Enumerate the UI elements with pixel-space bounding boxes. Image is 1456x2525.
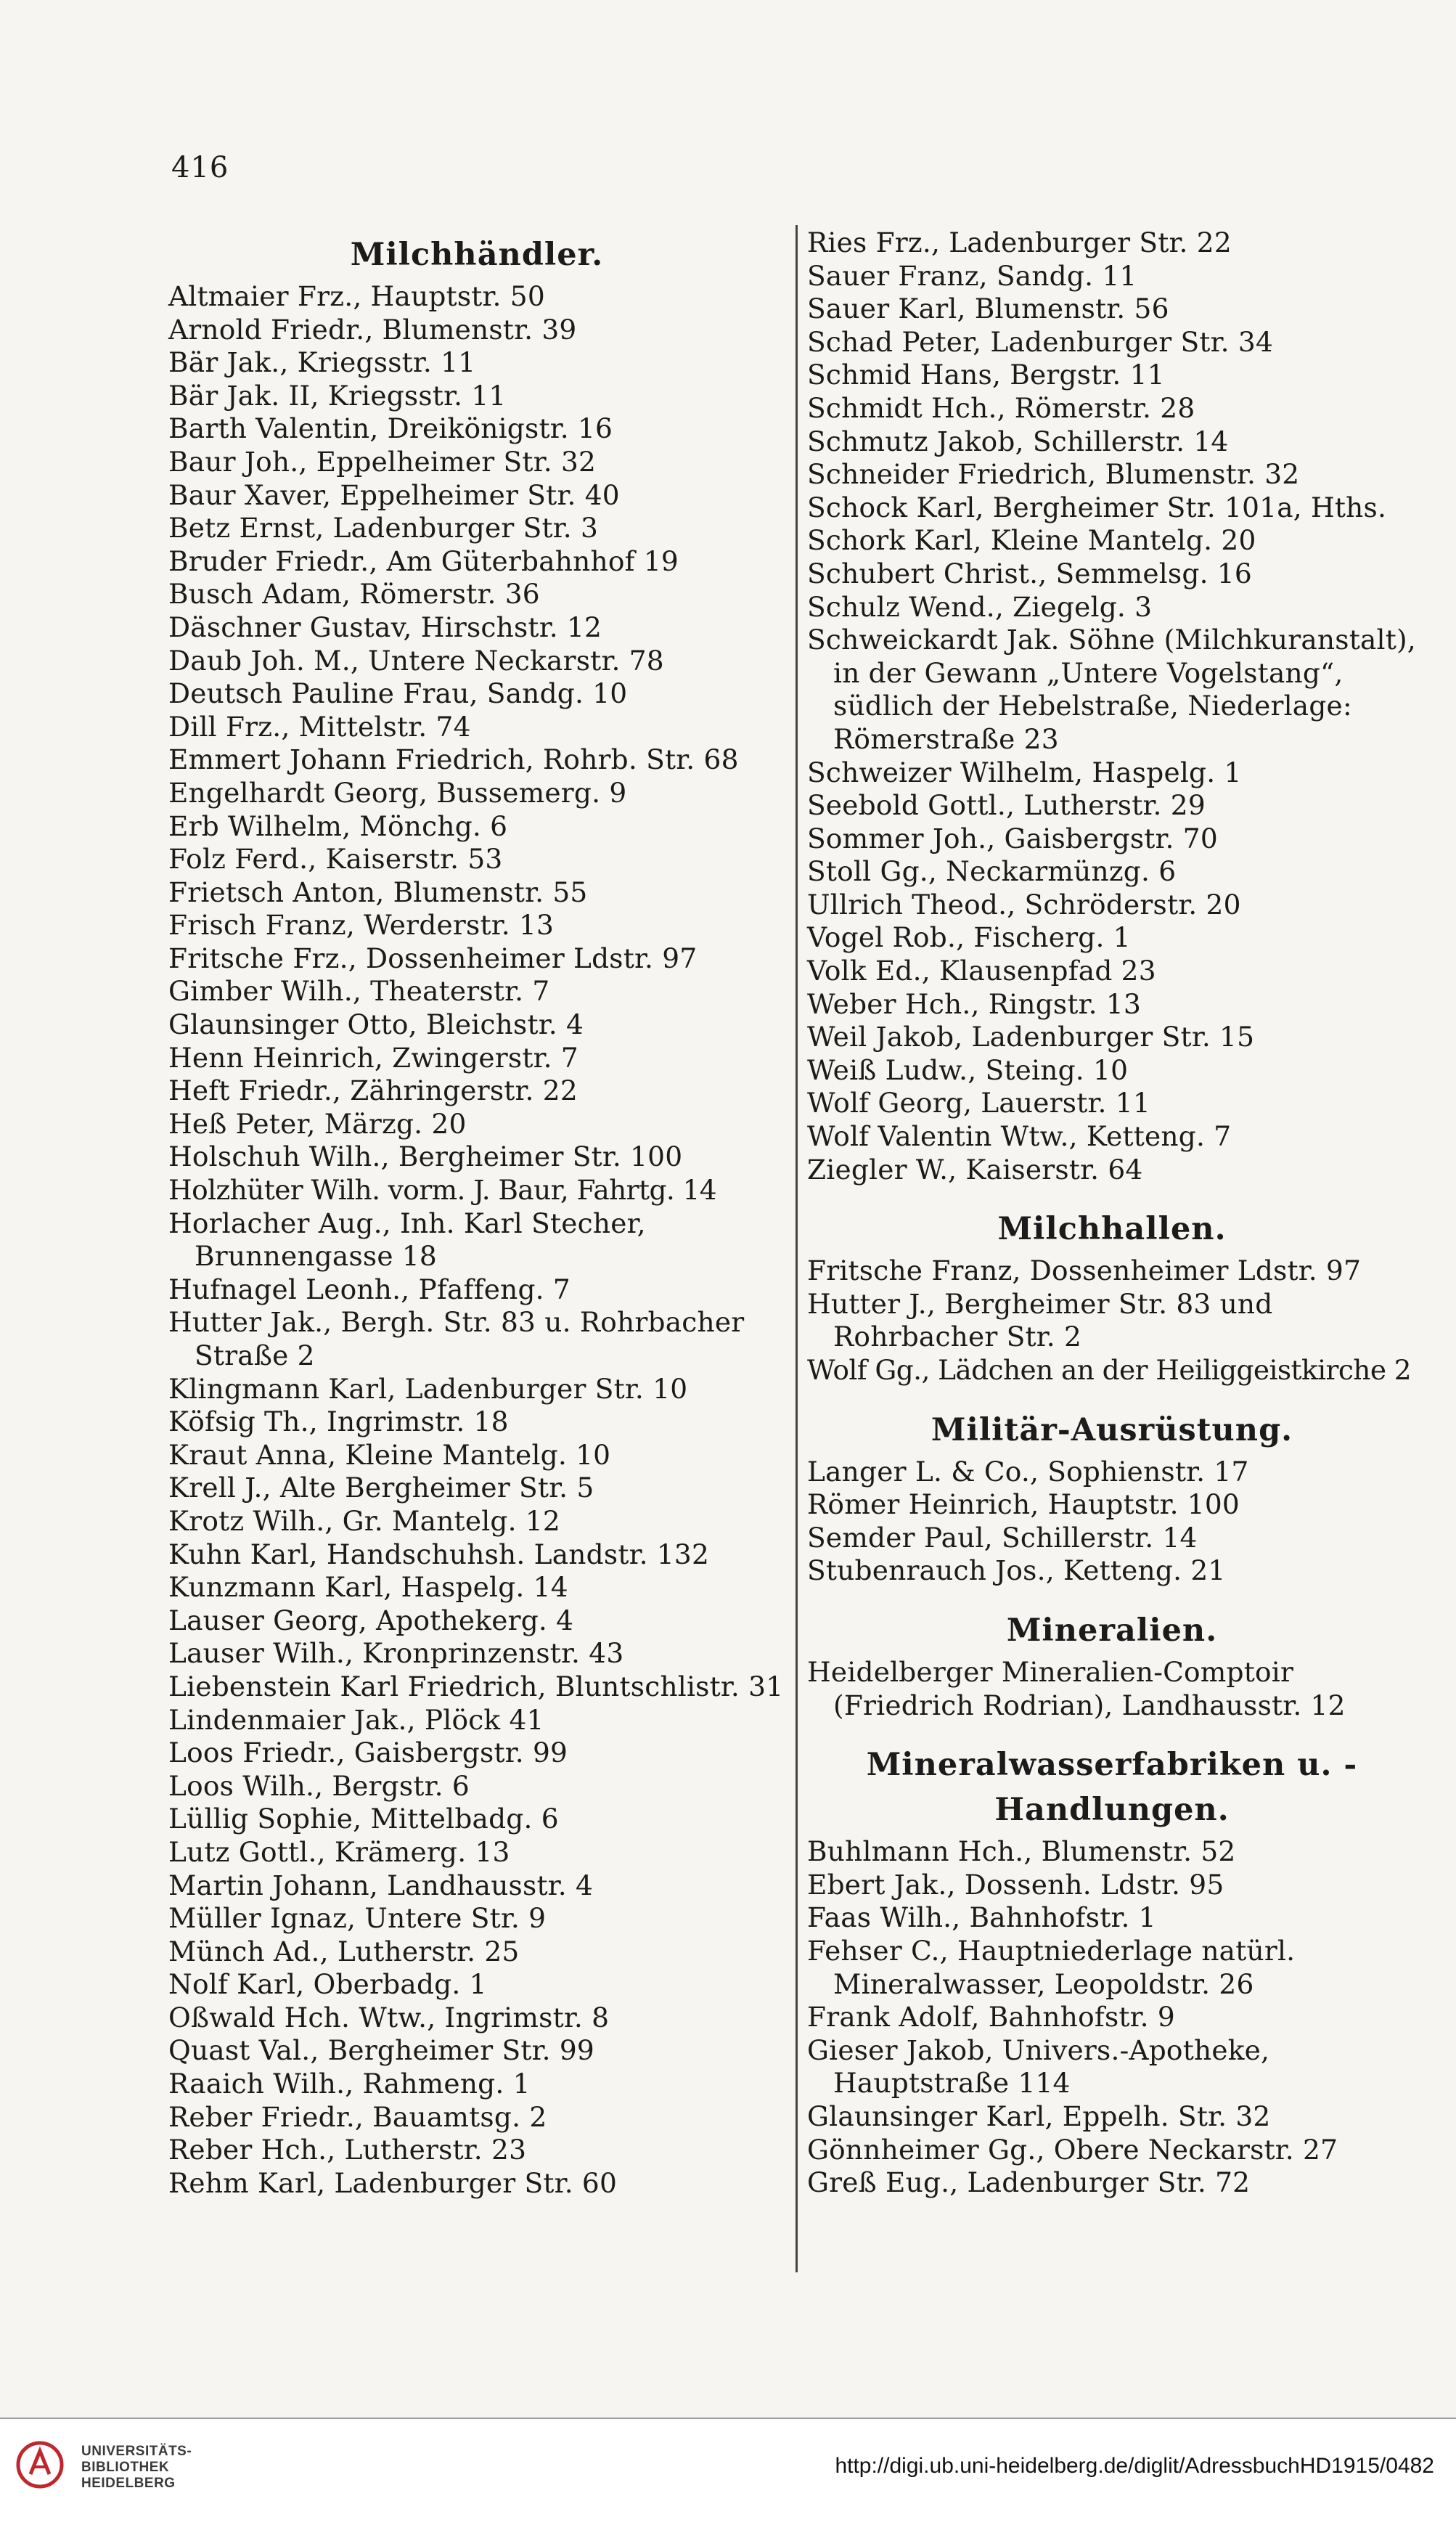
directory-entry: Daub Joh. M., Untere Neckarstr. 78 [168,644,664,677]
directory-entry: Stubenrauch Jos., Ketteng. 21 [807,1554,1226,1587]
section-heading: Mineralwasserfabriken u. -Handlungen. [866,1747,1358,1829]
library-logo-text [81,2444,192,2492]
directory-entry: Oßwald Hch. Wtw., Ingrimstr. 8 [168,2001,610,2034]
directory-entry: Barth Valentin, Dreikönigstr. 16 [168,412,613,445]
directory-entry: Ziegler W., Kaiserstr. 64 [807,1153,1143,1186]
directory-entry: Busch Adam, Römerstr. 36 [168,578,540,611]
directory-entry: Fritsche Franz, Dossenheimer Ldstr. 97 [807,1255,1362,1287]
directory-entry: Nolf Karl, Oberbadg. 1 [168,1968,487,2001]
directory-entry: Glaunsinger Karl, Eppelh. Str. 32 [807,2100,1271,2132]
directory-entry: Wolf Georg, Lauerstr. 11 [807,1087,1150,1119]
directory-entry: Bruder Friedr., Am Güterbahnhof 19 [168,544,679,577]
directory-entry: Frietsch Anton, Blumenstr. 55 [168,876,588,908]
library-logo-icon [16,2441,64,2489]
directory-entry: Sauer Karl, Blumenstr. 56 [807,293,1169,325]
directory-entry: Raaich Wilh., Rahmeng. 1 [168,2068,531,2100]
directory-entry: Köfsig Th., Ingrimstr. 18 [168,1406,509,1438]
directory-entry: Ullrich Theod., Schröderstr. 20 [807,888,1241,921]
directory-entry: Betz Ernst, Ladenburger Str. 3 [168,512,599,544]
logo-line: UNIVERSITÄTS- [81,2444,192,2459]
directory-entry: Schweickardt Jak. Söhne (Milchkuranstalt), in der Gewann „Untere Vogelstang“, südlich der Hebelstraße, Niederlage: Römerstraße 23 [807,624,1416,755]
directory-entry: Münch Ad., Lutherstr. 25 [168,1935,520,1967]
directory-entry: Baur Xaver, Eppelheimer Str. 40 [168,478,620,511]
directory-entry: Ebert Jak., Dossenh. Ldstr. 95 [807,1868,1224,1901]
directory-entry: Engelhardt Georg, Bussemerg. 9 [168,776,627,809]
page-number: 416 [171,151,229,184]
directory-entry: Krotz Wilh., Gr. Mantelg. 12 [168,1504,560,1537]
directory-entry: Buhlmann Hch., Blumenstr. 52 [807,1835,1236,1868]
section-heading: Milchhallen. [997,1211,1227,1248]
directory-entry: Faas Wilh., Bahnhofstr. 1 [807,1901,1156,1934]
directory-entry: Holschuh Wilh., Bergheimer Str. 100 [168,1141,683,1173]
directory-entry: Wolf Gg., Lädchen an der Heiliggeistkirche 2 [807,1354,1411,1386]
footer [0,2419,1456,2525]
directory-entry: Holzhüter Wilh. vorm. J. Baur, Fahrtg. 14 [168,1174,717,1207]
directory-entry: Reber Hch., Lutherstr. 23 [168,2134,527,2166]
directory-entry: Martin Johann, Landhausstr. 4 [168,1869,594,1901]
directory-entry: Henn Heinrich, Zwingerstr. 7 [168,1041,578,1074]
section-heading: Mineralien. [1006,1612,1218,1649]
directory-entry: Sauer Franz, Sandg. 11 [807,259,1137,292]
directory-entry: Hufnagel Leonh., Pfaffeng. 7 [168,1273,570,1305]
directory-entry: Stoll Gg., Neckarmünzg. 6 [807,855,1177,888]
directory-entry: Loos Wilh., Bergstr. 6 [168,1769,470,1802]
directory-entry: Glaunsinger Otto, Bleichstr. 4 [168,1008,584,1041]
directory-entry: Schweizer Wilhelm, Haspelg. 1 [807,756,1242,788]
directory-entry: Frank Adolf, Bahnhofstr. 9 [807,2001,1175,2034]
directory-entry: Bär Jak., Kriegsstr. 11 [168,346,476,379]
directory-entry: Kuhn Karl, Handschuhsh. Landstr. 132 [168,1538,710,1570]
directory-entry: Ries Frz., Ladenburger Str. 22 [807,227,1232,258]
section-heading: Militär-Ausrüstung. [931,1411,1293,1448]
directory-entry: Gönnheimer Gg., Obere Neckarstr. 27 [807,2133,1338,2166]
directory-entry: Vogel Rob., Fischerg. 1 [807,921,1131,954]
directory-entry: Quast Val., Bergheimer Str. 99 [168,2034,594,2067]
directory-entry: Schock Karl, Bergheimer Str. 101a, Hths. [807,491,1387,523]
directory-entry: Greß Eug., Ladenburger Str. 72 [807,2166,1251,2199]
section-gap [807,1387,1417,1402]
directory-entry: Hutter J., Bergheimer Str. 83 und Rohrbacher Str. 2 [807,1287,1273,1353]
directory-entry: Loos Friedr., Gaisbergstr. 99 [168,1737,568,1769]
directory-entry: Schubert Christ., Semmelsg. 16 [807,557,1252,590]
directory-entry: Krell J., Alte Bergheimer Str. 5 [168,1472,594,1504]
directory-entry: Sommer Joh., Gaisbergstr. 70 [807,822,1218,854]
directory-entry: Deutsch Pauline Frau, Sandg. 10 [168,677,628,710]
directory-entry: Liebenstein Karl Friedrich, Bluntschlistr. 31 [168,1670,784,1702]
directory-entry: Weiß Ludw., Steing. 10 [807,1053,1129,1086]
logo-line: HEIDELBERG [81,2476,176,2491]
directory-entry: Horlacher Aug., Inh. Karl Stecher, Brunnengasse 18 [168,1207,646,1273]
directory-entry: Lauser Wilh., Kronprinzenstr. 43 [168,1637,624,1670]
directory-entry: Bär Jak. II, Kriegsstr. 11 [168,379,507,412]
directory-entry: Lutz Gottl., Krämerg. 13 [168,1835,510,1868]
left-column [168,227,785,2200]
directory-entry: Heidelberger Mineralien-Comptoir (Friedrich Rodrian), Landhausstr. 12 [807,1655,1346,1721]
directory-entry: Seebold Gottl., Lutherstr. 29 [807,789,1206,822]
directory-entry: Weber Hch., Ringstr. 13 [807,987,1142,1020]
directory-entry: Rehm Karl, Ladenburger Str. 60 [168,2166,618,2199]
directory-entry: Semder Paul, Schillerstr. 14 [807,1521,1198,1554]
directory-entry: Lauser Georg, Apothekerg. 4 [168,1604,574,1636]
directory-entry: Folz Ferd., Kaiserstr. 53 [168,843,503,876]
directory-entry: Lüllig Sophie, Mittelbadg. 6 [168,1803,559,1835]
directory-entry: Langer L. & Co., Sophienstr. 17 [807,1455,1249,1488]
directory-entry: Kunzmann Karl, Haspelg. 14 [168,1571,568,1604]
directory-entry: Kraut Anna, Kleine Mantelg. 10 [168,1438,611,1471]
directory-entry: Gimber Wilh., Theaterstr. 7 [168,975,550,1008]
section-gap [807,1186,1417,1201]
directory-entry: Schneider Friedrich, Blumenstr. 32 [807,458,1300,491]
directory-entry: Reber Friedr., Bauamtsg. 2 [168,2100,547,2133]
directory-entry: Volk Ed., Klausenpfad 23 [807,955,1156,987]
directory-entry: Heft Friedr., Zähringerstr. 22 [168,1074,578,1107]
directory-entry: Römer Heinrich, Hauptstr. 100 [807,1488,1240,1521]
directory-entry: Altmaier Frz., Hauptstr. 50 [168,280,545,312]
directory-entry: Schmutz Jakob, Schillerstr. 14 [807,425,1229,457]
directory-entry: Wolf Valentin Wtw., Ketteng. 7 [807,1120,1232,1153]
logo-line: BIBLIOTHEK [81,2460,170,2475]
directory-entry: Frisch Franz, Werderstr. 13 [168,909,555,942]
directory-entry: Däschner Gustav, Hirschstr. 12 [168,611,602,643]
directory-entry: Emmert Johann Friedrich, Rohrb. Str. 68 [168,743,739,776]
directory-entry: Schmidt Hch., Römerstr. 28 [807,391,1195,424]
section-gap [807,1588,1417,1602]
directory-entry: Schad Peter, Ladenburger Str. 34 [807,325,1274,358]
directory-entry: Schulz Wend., Ziegelg. 3 [807,590,1153,623]
directory-entry: Weil Jakob, Ladenburger Str. 15 [807,1021,1255,1053]
directory-entry: Erb Wilhelm, Mönchg. 6 [168,809,508,842]
directory-entry: Hutter Jak., Bergh. Str. 83 u. Rohrbacher Straße 2 [168,1306,745,1371]
directory-entry: Arnold Friedr., Blumenstr. 39 [168,313,577,346]
directory-entry: Schmid Hans, Bergstr. 11 [807,359,1165,391]
section-heading: Milchhändler. [350,237,604,273]
directory-entry: Schork Karl, Kleine Mantelg. 20 [807,524,1256,557]
directory-entry: Heß Peter, Märzg. 20 [168,1107,467,1140]
right-column [807,227,1417,2200]
directory-entry: Müller Ignaz, Untere Str. 9 [168,1902,547,1935]
directory-entry: Gieser Jakob, Univers.-Apotheke, Hauptstraße 114 [807,2034,1270,2100]
section-gap [807,1722,1417,1737]
source-url-link[interactable]: http://digi.ub.uni-heidelberg.de/diglit/AdressbuchHD1915/0482 [835,2454,1434,2478]
column-divider [796,225,798,2272]
directory-entry: Dill Frz., Mittelstr. 74 [168,710,471,743]
directory-entry: Klingmann Karl, Ladenburger Str. 10 [168,1372,688,1405]
directory-entry: Fritsche Frz., Dossenheimer Ldstr. 97 [168,942,698,974]
directory-entry: Fehser C., Hauptniederlage natürl. Mineralwasser, Leopoldstr. 26 [807,1934,1296,2000]
directory-entry: Baur Joh., Eppelheimer Str. 32 [168,445,597,478]
directory-entry: Lindenmaier Jak., Plöck 41 [168,1703,544,1736]
